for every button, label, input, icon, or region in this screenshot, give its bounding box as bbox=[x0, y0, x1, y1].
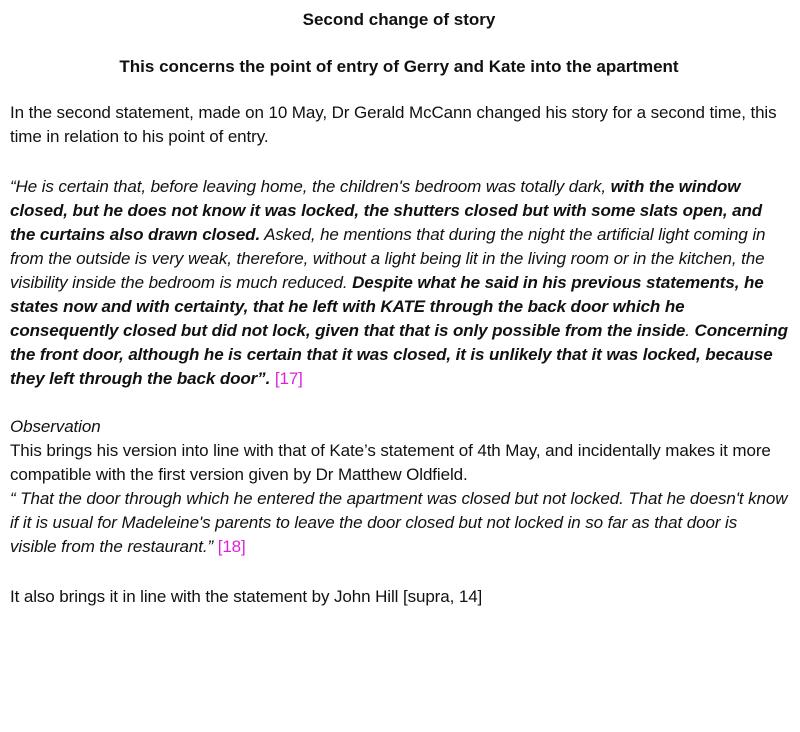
quote-text: “ That the door through which he entered the apartment was closed but not locked. That he doesn't know if it is usual for Madeleine's parents to leave the door closed but not locked in so far as that door is visible from the restaurant.” bbox=[10, 489, 788, 556]
oldfield-quote bbox=[10, 487, 788, 559]
page-title: Second change of story bbox=[302, 10, 496, 29]
intro-paragraph: In the second statement, made on 10 May, Dr Gerald McCann changed his story for a second time, this time in relation to his point of entry. bbox=[10, 103, 777, 146]
quote-text: Asked, he mentions that during the night the artificial light coming in from the outside is very weak, therefore, without a light being lit in the living room or in the kitchen, the visibility inside the bedroom is much reduced. bbox=[10, 225, 766, 292]
quote-emphasis: with the window closed, but he does not know it was locked, the shutters closed but with some slats open, and the curtains also drawn closed. bbox=[10, 177, 763, 244]
quote-emphasis: Concerning the front door, although he is certain that it was closed, it is unlikely that it was locked, because they left through the back door”. bbox=[10, 321, 788, 388]
quote-text: “He is certain that, before leaving home, the children's bedroom was totally dark, bbox=[10, 177, 611, 196]
footnote-link-18[interactable]: [18] bbox=[217, 537, 246, 556]
quote-text: . bbox=[685, 321, 695, 340]
statement-quote bbox=[10, 175, 788, 391]
page-subtitle: This concerns the point of entry of Gerry and Kate into the apartment bbox=[119, 57, 679, 76]
footnote-link-17[interactable]: [17] bbox=[274, 369, 303, 388]
observation-title: Observation bbox=[10, 417, 101, 436]
observation-paragraph: This brings his version into line with that of Kate’s statement of 4th May, and incidentally makes it more compatible with the first version given by Dr Matthew Oldfield. bbox=[10, 441, 771, 484]
closing-paragraph: It also brings it in line with the statement by John Hill [supra, 14] bbox=[10, 587, 483, 606]
quote-emphasis: Despite what he said in his previous statements, he states now and with certainty, that he left with KATE through the back door which he consequently closed but did not lock, given that that is only possible from the inside bbox=[10, 273, 764, 340]
